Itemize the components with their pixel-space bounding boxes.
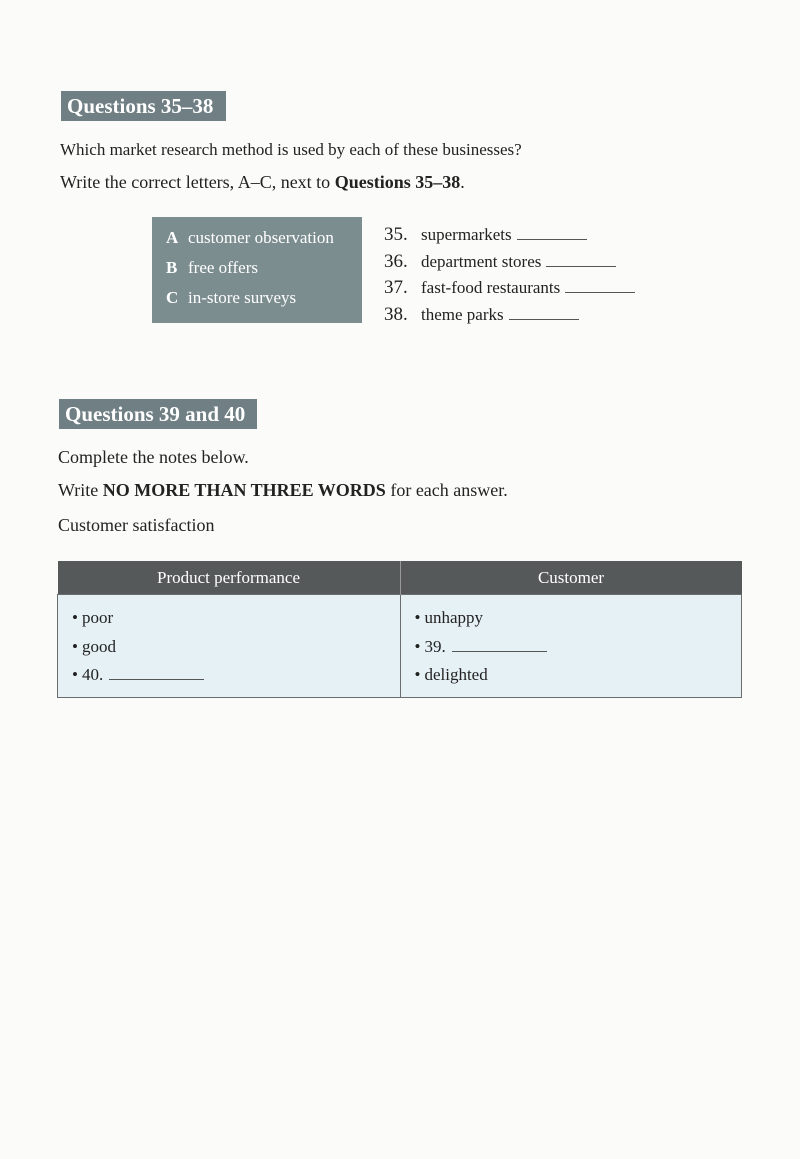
- instruction2-bold: NO MORE THAN THREE WORDS: [102, 480, 386, 500]
- question-label: theme parks: [421, 304, 504, 324]
- option-b: [166, 256, 362, 286]
- question-label: supermarkets: [421, 225, 512, 244]
- question-text: Which market research method is used by each of these businesses?: [60, 140, 522, 159]
- question-number: 36.: [384, 250, 408, 272]
- option-letter: C: [166, 288, 179, 307]
- question-37: [384, 275, 635, 302]
- list-item: [415, 605, 742, 634]
- option-letter: B: [166, 258, 178, 277]
- list-item: [72, 605, 400, 634]
- options-box: [152, 217, 362, 323]
- bullet: •: [72, 665, 78, 684]
- bullet: •: [72, 636, 78, 656]
- question-label: department stores: [421, 251, 542, 271]
- list-item-text: unhappy: [424, 608, 483, 627]
- customer-cell: [400, 595, 742, 698]
- option-text: customer observation: [188, 228, 334, 247]
- instruction2-suffix: for each answer.: [385, 480, 508, 500]
- answer-blank-40[interactable]: [109, 665, 204, 680]
- question-number: 37.: [384, 277, 408, 298]
- question-number: 35.: [384, 224, 408, 245]
- instruction-word-limit: [58, 480, 508, 501]
- question-list: [384, 222, 635, 328]
- notes-table: [57, 561, 742, 698]
- question-36: [384, 249, 635, 276]
- list-item-text: delighted: [424, 665, 488, 684]
- instruction-prefix: Write the correct letters, A–C, next to: [60, 172, 335, 192]
- section-heading-39-40: Questions 39 and 40: [59, 399, 257, 429]
- table-header-customer: Customer: [400, 561, 742, 595]
- bullet: •: [72, 608, 78, 627]
- instruction-line: [60, 172, 465, 193]
- answer-blank[interactable]: [565, 278, 635, 293]
- list-item: [72, 662, 400, 691]
- question-label: fast-food restaurants: [421, 278, 561, 297]
- section-heading-35-38: Questions 35–38: [61, 91, 226, 121]
- answer-blank[interactable]: [546, 252, 616, 267]
- notes-title: Customer satisfaction: [58, 515, 215, 535]
- instruction-complete: Complete the notes below.: [58, 447, 249, 467]
- instruction2-prefix: Write: [58, 480, 103, 500]
- bullet: •: [414, 636, 421, 656]
- answer-blank[interactable]: [517, 225, 587, 240]
- question-40-label: 40.: [81, 665, 104, 684]
- option-c: [166, 286, 362, 316]
- instruction-suffix: .: [460, 172, 465, 192]
- question-38: [384, 302, 635, 329]
- bullet: •: [414, 665, 421, 684]
- instruction-bold: Questions 35–38: [334, 172, 461, 192]
- option-a: [166, 226, 362, 256]
- option-letter: A: [166, 228, 179, 247]
- list-item-text: good: [81, 636, 116, 656]
- answer-blank-39[interactable]: [452, 637, 547, 652]
- list-item: [415, 662, 742, 691]
- question-number: 38.: [384, 303, 408, 325]
- list-item: [415, 634, 742, 663]
- list-item: [72, 634, 400, 663]
- question-35: [384, 222, 635, 249]
- list-item-text: poor: [81, 608, 114, 627]
- table-header-product-performance: Product performance: [58, 561, 401, 595]
- option-text: free offers: [188, 258, 259, 277]
- question-39-label: 39.: [424, 636, 446, 656]
- product-performance-cell: [58, 595, 401, 698]
- answer-blank[interactable]: [509, 305, 579, 320]
- option-text: in-store surveys: [188, 288, 297, 307]
- bullet: •: [414, 608, 421, 627]
